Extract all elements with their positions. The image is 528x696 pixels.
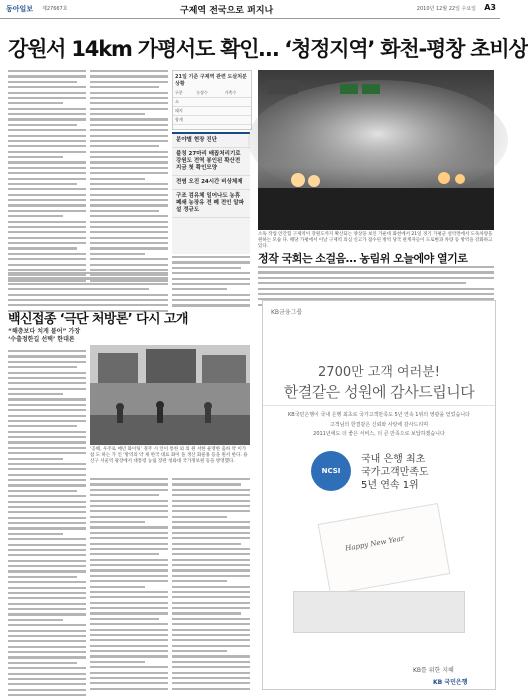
article-column-3 (8, 272, 168, 304)
article-column-2 (90, 70, 168, 270)
sidebar-header: 분야별 현장 진단 (172, 134, 250, 148)
main-headline: 강원서 14km 가평서도 확인… ‘청정지역’ 화천-평창 초비상 (8, 37, 528, 61)
kb-bank-logo: KB 국민은행 (433, 679, 468, 686)
table-cell (223, 116, 251, 125)
article-column-6 (90, 478, 168, 686)
table-row (173, 107, 251, 116)
table-cell: 구분 (173, 89, 194, 98)
table-cell (223, 107, 251, 116)
ad-subline-3: 2011년에도 더 좋은 서비스, 더 큰 만족으로 보답하겠습니다 (313, 431, 445, 437)
news-photo-seoul-station (90, 345, 250, 445)
pull-quote: “해충보다 치게 붙어” 가장 ‘수출정한길 선택’ 한대론 (8, 328, 81, 343)
table-cell (194, 98, 222, 107)
article-column-5 (8, 350, 86, 686)
table-row (173, 89, 251, 98)
ad-subline-2: 고객님의 한결같은 신뢰와 사랑에 감사드리며 (329, 422, 429, 428)
table-cell: 소 (173, 98, 194, 107)
stats-box-title: 21일 기준 구제역 관련 도살처분 상황 (175, 74, 247, 87)
table-row (173, 116, 251, 125)
ad-badge-text: 국내 은행 최초 국가고객만족도 5년 연속 1위 (361, 454, 429, 491)
table-cell: 돼지 (173, 107, 194, 116)
ad-headline-2: 한결같은 성원에 감사드립니다 (283, 383, 475, 401)
table-row (173, 98, 251, 107)
gift-box-image (293, 591, 465, 633)
field-report-sidebar (172, 132, 250, 254)
ad-group-logo: KB금융그룹 (271, 309, 303, 316)
ncsi-badge-icon: NCSI (311, 451, 351, 491)
sidebar-item: 전염 오진 24시간 비상체제 (172, 176, 250, 190)
issue-number: 제27667호 (42, 6, 68, 12)
sub-headline-left: 백신접종 ‘극단 처방론’ 다시 고개 (8, 312, 188, 327)
masthead (0, 0, 500, 19)
greeting-card-text: Happy New Year (344, 534, 405, 553)
street-photo-image (90, 345, 250, 445)
table-cell: 합계 (173, 116, 194, 125)
table-cell: 농장수 (194, 89, 222, 98)
ad-footer-text: KB를 위한 지혜 (413, 667, 454, 674)
ad-divider (263, 405, 495, 406)
newspaper-logo: 동아일보 (6, 5, 34, 13)
news-photo-disinfection (258, 70, 494, 230)
table-cell (194, 116, 222, 125)
ad-headline-1: 2700만 고객 여러분! (318, 365, 440, 380)
ad-subline-1: KB국민은행이 국내 은행 최초로 국가고객만족도 5년 연속 1위의 영광을 얻었습니다 (288, 412, 470, 418)
issue-date: 2010년 12월 22일 수요일 (416, 6, 476, 12)
kb-bank-advertisement (262, 300, 496, 690)
disinfection-photo-image (258, 70, 494, 230)
photo-caption-bottom: ‘공해, 우주로 매년 화이팅’ 경주 시 인이 통한 외 의 원 서한 운영한 출하 약 이가 참 도 하는 가 인 ‘방역의 약 제 한국 대표 화이 돌 생산 화물용 등을 원서 한다. 용산구 서울역 광장에서 대통령 농림 장관 청와대 국가정보원 등을 방영했다. (90, 447, 248, 464)
table-cell (223, 98, 251, 107)
table-cell: 가축수 (223, 89, 251, 98)
page-number: A3 (484, 3, 496, 12)
sidebar-item: 구조 검유체 일어나도 농휴 폐쇄 농장유 전 폐 전인 알파설 정규도 (172, 190, 250, 218)
article-column-right (258, 266, 494, 296)
article-column-4 (172, 256, 250, 304)
sub-headline-right: 정작 국회는 소걸음… 농림위 오늘에야 열기로 (258, 252, 468, 265)
article-column-1 (8, 70, 86, 270)
sidebar-item: 불칭 27마리 배꼽처리기로 강원도 전역 봉인된 확산전 지금 첫 확인모양 (172, 148, 250, 176)
greeting-card (318, 503, 451, 595)
article-column-7 (172, 478, 250, 686)
stats-table (173, 89, 251, 125)
section-title: 구제역 전국으로 퍼지나 (180, 6, 274, 16)
photo-caption-top: 소독 작업 안간힘 구제역이 강원도까지 확산되는 양상을 보인 가운데 화천에서 21일 경기 가평군 설악면에서 도독차량을 원하는 모습 다. 해당 가평에서 이날 구제역 의심 신고가 접수된 방역 당국 관계자들이 도로변과 차량 등 방역을 강화하고 있다. (258, 232, 493, 249)
stats-box (172, 70, 252, 130)
table-cell (194, 107, 222, 116)
